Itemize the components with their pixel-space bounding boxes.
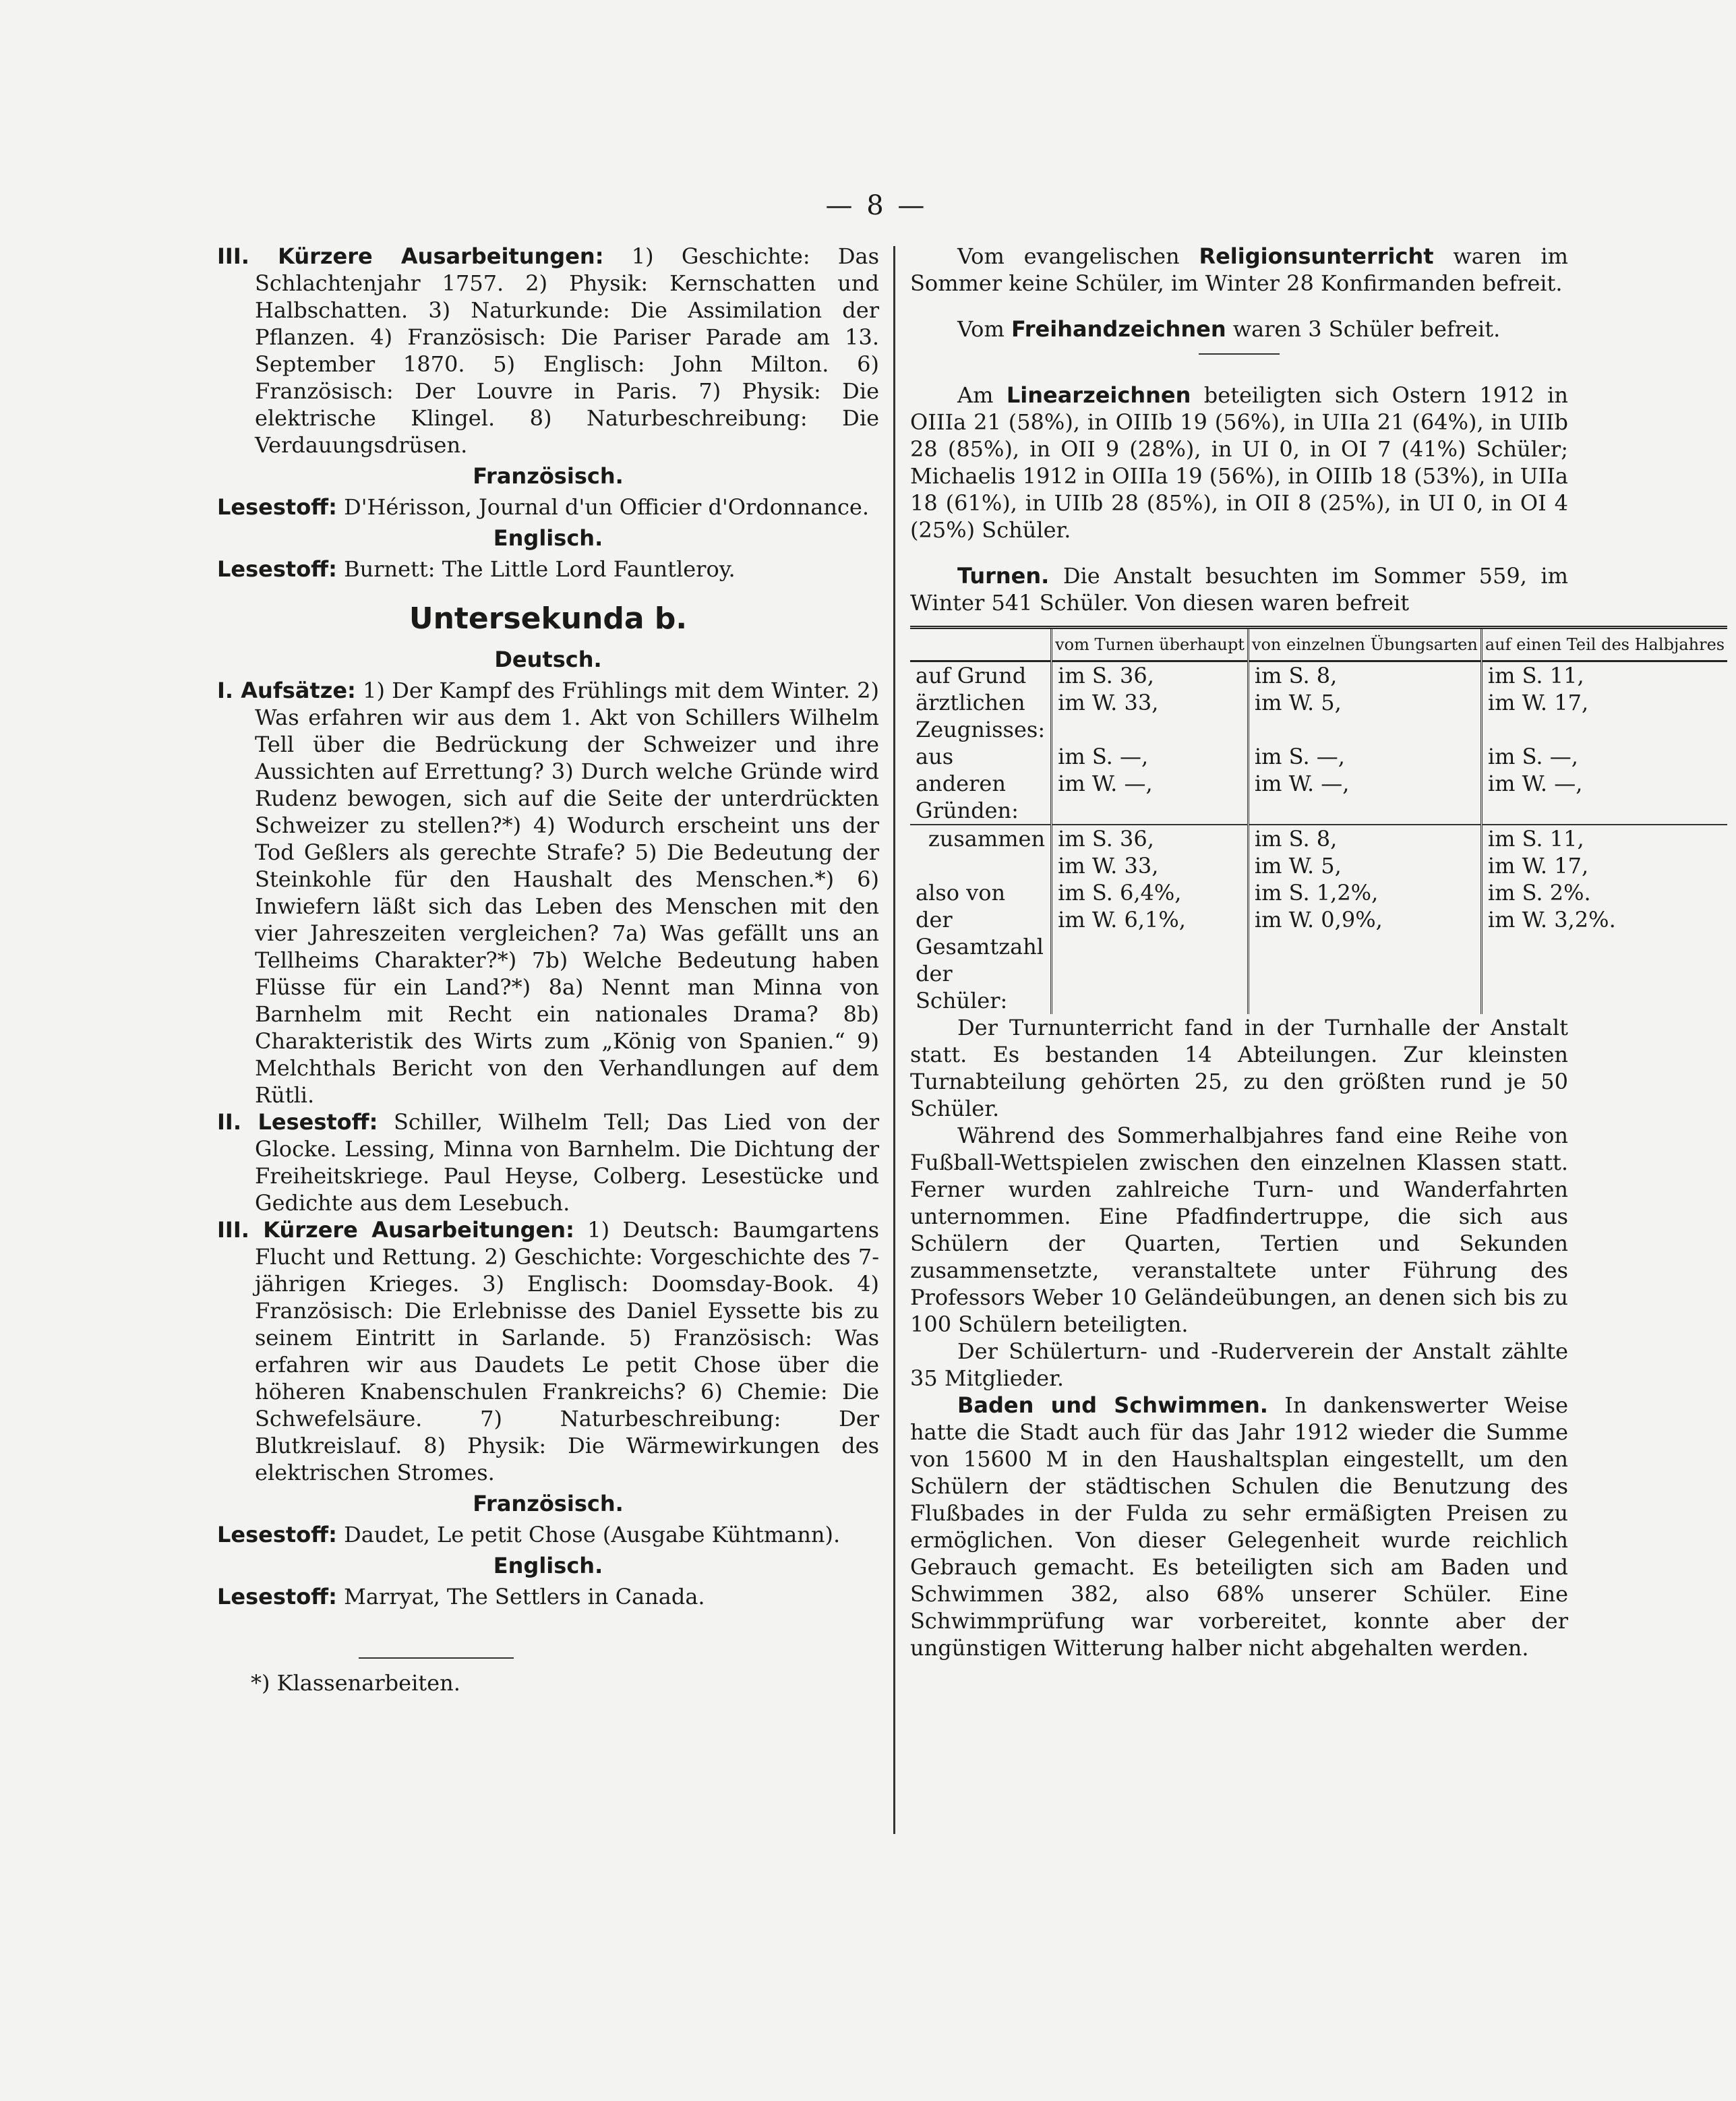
paragraph-kurze-ausarbeitungen-2: III. Kürzere Ausarbeitungen: 1) Deutsch: Baumgartens Flucht und Rettung. 2) Geschichte: Vorgeschichte des 7-jährigen Krieges. 3) Englisch: Doomsday-Book. 4) Französisch: Die Erlebnisse des Daniel Eyssette bis zu seinem Eintritt in Sarlande. 5) Französisch: Was erfahren wir aus Daudets Le petit Chose über die höheren Knabenschulen Frankreichs? 6) Chemie: Die Schwefelsäure. 7) Naturbeschreibung: Der Blutkreislauf. 8) Physik: Die Wärmewirkungen des elektrischen Stromes.: [217, 1217, 879, 1485]
table-header-row: [910, 628, 1727, 661]
paragraph-freihand: Vom Freihandzeichnen waren 3 Schüler befreit.: [957, 316, 1501, 342]
row-label: auf Grund ärztlichen Zeugnisses:: [916, 663, 1046, 742]
section-title: Untersekunda b.: [409, 601, 688, 636]
table-cell: im S. 8, im W. 5,: [1248, 661, 1481, 744]
table-cell: im S. —, im W. —,: [1248, 743, 1481, 825]
table-header: auf einen Teil des Halbjahres: [1481, 628, 1727, 661]
table-cell: im S. 1,2%, im W. 0,9%,: [1248, 879, 1481, 1014]
paragraph-baden: Baden und Schwimmen. In dankenswerter Weise hatte die Stadt auch für das Jahr 1912 wieder die Summe von 15600 M in den Haushaltsplan eingestellt, um den Schülern der städtischen Schulen die Benutzung des Flußbades in der Fulda zu sehr ermäßigten Preisen zu ermöglichen. Von dieser Gelegenheit wurde reichlich Gebrauch gemacht. Es beteiligten sich am Baden und Schwimmen 382, also 68% unserer Schüler. Eine Schwimmprüfung war vorbereitet, konnte aber der ungünstigen Witterung halber nicht abgehalten werden.: [910, 1392, 1568, 1661]
paragraph-lesestoff-2: II. Lesestoff: Schiller, Wilhelm Tell; Das Lied von der Glocke. Lessing, Minna von Barnhelm. Die Dichtung der Freiheitskriege. Paul Heyse, Colberg. Lesestücke und Gedichte aus dem Lesebuch.: [217, 1109, 880, 1216]
row-label: also von der Gesamtzahl der Schüler:: [916, 880, 1044, 1013]
table-header: vom Turnen überhaupt: [1052, 628, 1249, 661]
left-column: [217, 243, 879, 1696]
page-number: — 8 —: [825, 190, 928, 221]
paragraph-aufsaetze: I. Aufsätze: 1) Der Kampf des Frühlings mit dem Winter. 2) Was erfahren wir aus dem 1. Akt von Schillers Wilhelm Tell über die Bedrückung der Schweizer und ihre Aussichten auf Errettung? 3) Durch welche Gründe wird Rudenz bewogen, sich auf die Seite der unterdrückten Schweizer zu stellen?*) 4) Wodurch erscheint uns der Tod Geßlers als gerechte Strafe? 5) Die Bedeutung der Steinkohle für den Haushalt des Menschen.*) 6) Inwiefern läßt sich das Leben des Menschen mit den vier Jahreszeiten vergleichen? 7a) Was gefällt uns an Tellheims Charakter?*) 7b) Welche Bedeutung haben Flüsse für ein Land?*) 8a) Nennt man Minna von Barnhelm mit Recht ein nationales Drama? 8b) Charakteristik des Wirts zum „König von Spanien.“ 9) Melchthals Bericht von den Verhandlungen auf dem Rütli.: [217, 678, 880, 1108]
heading-franzoesisch-1: Französisch.: [473, 463, 624, 489]
right-column: [910, 243, 1725, 1661]
row-label: zusammen: [910, 825, 1052, 879]
table-row: [910, 743, 1727, 825]
table-cell: im S. 2%. im W. 3,2%.: [1481, 879, 1727, 1014]
separator-rule: [1199, 353, 1280, 355]
table-cell: im S. 36, im W. 33,: [1052, 825, 1249, 879]
paragraph-turnen: Turnen. Die Anstalt besuchten im Sommer 559, im Winter 541 Schüler. Von diesen waren befreit: [910, 563, 1569, 616]
table-cell: im S. 6,4%, im W. 6,1%,: [1052, 879, 1249, 1014]
heading-englisch-2: Englisch.: [493, 1553, 603, 1578]
row-label: aus anderen Gründen:: [916, 744, 1019, 823]
turnen-table: [910, 626, 1727, 1014]
paragraph-kurze-ausarbeitungen-1: III. Kürzere Ausarbeitungen: 1) Geschichte: Das Schlachtenjahr 1757. 2) Physik: Kernschatten und Halbschatten. 3) Naturkunde: Die Assimilation der Pflanzen. 4) Französisch: Die Pariser Parade am 13. September 1870. 5) Englisch: John Milton. 6) Französisch: Der Louvre in Paris. 7) Physik: Die elektrische Klingel. 8) Naturbeschreibung: Die Verdauungsdrüsen.: [217, 243, 880, 458]
table-cell: im S. —, im W. —,: [1481, 743, 1727, 825]
table-row: [910, 661, 1727, 744]
table-row: [910, 879, 1727, 1014]
heading-deutsch: Deutsch.: [494, 647, 602, 672]
paragraph-turnhalle: Der Turnunterricht fand in der Turnhalle der Anstalt statt. Es bestanden 14 Abteilungen. Zur kleinsten Turnabteilung gehörten 25, zu den größten rund je 50 Schüler.: [910, 1015, 1568, 1121]
paragraph-lesestoff-franz-1: Lesestoff: D'Hérisson, Journal d'un Officier d'Ordonnance.: [217, 494, 869, 520]
table-cell: im S. 11, im W. 17,: [1481, 661, 1727, 744]
paragraph-religion: Vom evangelischen Religionsunterricht waren im Sommer keine Schüler, im Winter 28 Konfirmanden befreit.: [910, 243, 1568, 296]
table-cell: im S. 36, im W. 33,: [1052, 661, 1249, 744]
paragraph-ruderverein: Der Schülerturn- und -Ruderverein der Anstalt zählte 35 Mitglieder.: [910, 1338, 1568, 1391]
paragraph-lesestoff-franz-2: Lesestoff: Daudet, Le petit Chose (Ausgabe Kühtmann).: [217, 1522, 841, 1547]
table-header: von einzelnen Übungsarten: [1248, 628, 1481, 661]
paragraph-lesestoff-engl-2: Lesestoff: Marryat, The Settlers in Canada.: [217, 1584, 705, 1609]
paragraph-lesestoff-engl-1: Lesestoff: Burnett: The Little Lord Fauntleroy.: [217, 556, 736, 582]
column-divider: [893, 246, 895, 1834]
table-cell: im S. 8, im W. 5,: [1248, 825, 1481, 879]
footnote: *) Klassenarbeiten.: [251, 1670, 460, 1696]
footnote-rule: [359, 1657, 514, 1659]
paragraph-linearzeichnen: Am Linearzeichnen beteiligten sich Ostern 1912 in OIIIa 21 (58%), in OIIIb 19 (56%), in UIIa 21 (64%), in UIIb 28 (85%), in OII 9 (28%), in UI 0, in OI 7 (41%) Schüler; Michaelis 1912 in OIIIa 19 (56%), in OIIIb 18 (53%), in UIIa 18 (61%), in UIIb 28 (85%), in OII 8 (25%), in UI 0, in OI 4 (25%) Schüler.: [910, 382, 1569, 543]
heading-franzoesisch-2: Französisch.: [473, 1491, 624, 1516]
table-cell: im S. —, im W. —,: [1052, 743, 1249, 825]
paragraph-fussball: Während des Sommerhalbjahres fand eine Reihe von Fußball-Wettspielen zwischen den einzelnen Klassen statt. Ferner wurden zahlreiche Turn- und Wanderfahrten unternommen. Eine Pfadfindertruppe, die sich aus Schülern der Quarten, Tertien und Sekunden zusammensetzte, veranstaltete unter Führung des Professors Weber 10 Geländeübungen, an denen sich bis zu 100 Schülern beteiligten.: [910, 1123, 1568, 1337]
heading-englisch-1: Englisch.: [493, 525, 603, 551]
table-row: [910, 825, 1727, 879]
table-cell: im S. 11, im W. 17,: [1481, 825, 1727, 879]
